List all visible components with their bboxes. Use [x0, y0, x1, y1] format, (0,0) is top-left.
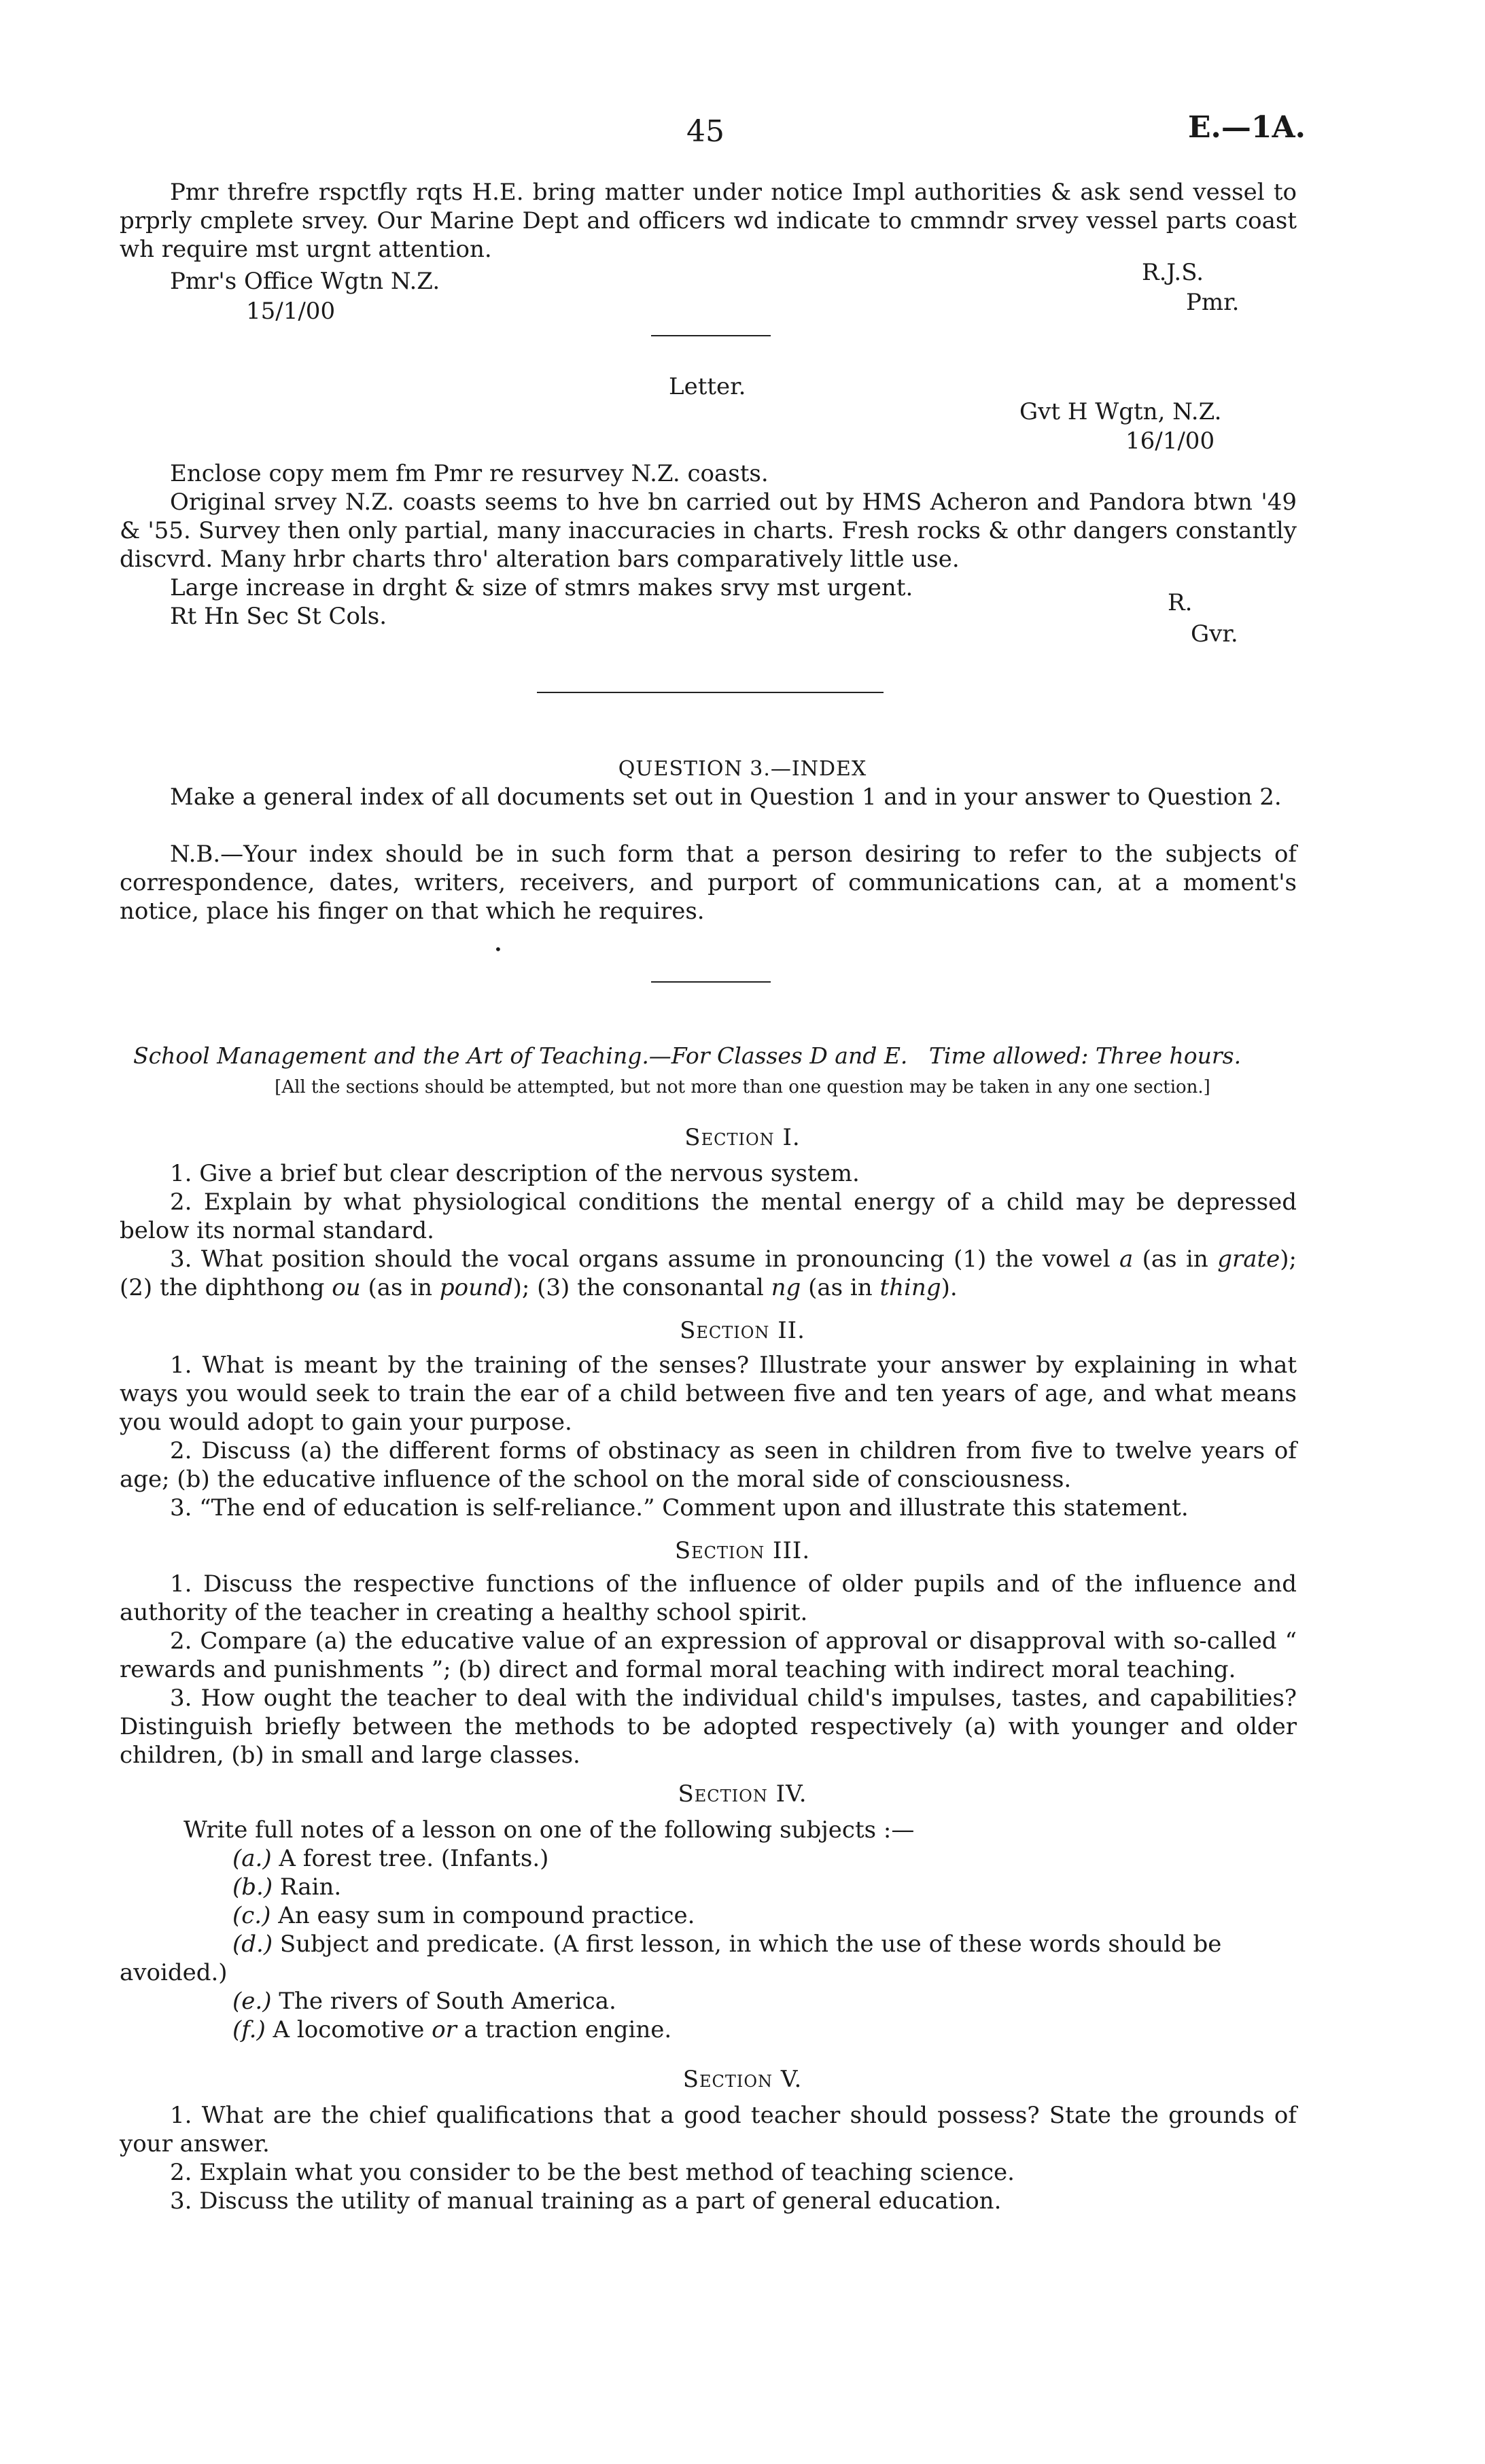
letter-title: Letter.	[669, 373, 746, 400]
memo-paragraph: Pmr threfre rspctfly rqts H.E. bring matter under notice Impl authorities & ask send vessel to prprly cmplete srvey. Our Marine Dept and officers wd indicate to cmmndr srvey vessel parts coast wh require mst urgnt attention.	[120, 179, 1297, 263]
section-2-question-2: 2. Discuss (a) the different forms of obstinacy as seen in children from five to twelve years of age; (b) the educative influence of the school on the moral side of consciousness.	[120, 1437, 1297, 1493]
letter-address: Gvt H Wgtn, N.Z.	[1019, 398, 1222, 425]
section-1-question-1: 1. Give a brief but clear description of the nervous system.	[170, 1160, 860, 1187]
section-4-item-f: (f.) A locomotive or a traction engine.	[232, 2016, 672, 2043]
stray-dot: •	[494, 941, 502, 957]
letter-sign-role: Gvr.	[1191, 620, 1238, 648]
section-5-heading: Section V.	[682, 2066, 803, 2093]
section-5-question-3: 3. Discuss the utility of manual training as a part of general education.	[170, 2187, 1002, 2215]
section-2-question-3: 3. “The end of education is self-reliance.” Comment upon and illustrate this statement.	[170, 1494, 1189, 1521]
section-3-question-1: 1. Discuss the respective functions of the influence of older pupils and of the influence and authority of the teacher in creating a healthy school spirit.	[120, 1570, 1297, 1626]
divider	[651, 981, 771, 983]
section-4-item-b: (b.) Rain.	[232, 1873, 342, 1901]
section-4-item-e: (e.) The rivers of South America.	[232, 1988, 616, 2015]
letter-sign-initial: R.	[1168, 589, 1193, 616]
section-5-question-1: 1. What are the chief qualifications that a good teacher should possess? State the grounds of your answer.	[120, 2102, 1297, 2158]
section-5-question-2: 2. Explain what you consider to be the best method of teaching science.	[170, 2159, 1015, 2186]
section-4-intro: Write full notes of a lesson on one of the following subjects :—	[184, 1816, 915, 1844]
exam-title: School Management and the Art of Teaching.—For Classes D and E. Time allowed: Three hours.	[133, 1042, 1242, 1069]
section-1-question-2: 2. Explain by what physiological conditions the mental energy of a child may be depressed below its normal standard.	[120, 1189, 1297, 1244]
letter-line-2: Original srvey N.Z. coasts seems to hve bn carried out by HMS Acheron and Pandora btwn '49 & '55. Survey then only partial, many inaccuracies in charts. Fresh rocks & othr dangers constantly discvrd. Many hrbr charts thro' alteration bars comparatively little use.	[120, 489, 1297, 573]
question3-heading: QUESTION 3.—INDEX	[618, 757, 867, 781]
section-2-heading: Section II.	[680, 1317, 805, 1344]
section-4-item-c: (c.) An easy sum in compound practice.	[232, 1902, 695, 1929]
divider	[651, 335, 771, 336]
letter-line-3: Large increase in drght & size of stmrs makes srvy mst urgent.	[170, 574, 913, 601]
memo-office: Pmr's Office Wgtn N.Z.	[170, 268, 440, 295]
section-2-question-1: 1. What is meant by the training of the senses? Illustrate your answer by explaining in what ways you would seek to train the ear of a child between five and ten years of age, and what means you would adopt to gain your purpose.	[120, 1352, 1297, 1436]
divider	[537, 692, 884, 693]
section-3-question-2: 2. Compare (a) the educative value of an expression of approval or disapproval with so-called “ rewards and punishments ”; (b) direct and formal moral teaching with indirect moral teaching.	[120, 1627, 1297, 1683]
memo-date: 15/1/00	[246, 298, 336, 325]
letter-addressee: Rt Hn Sec St Cols.	[170, 603, 387, 630]
section-3-question-3: 3. How ought the teacher to deal with the individual child's impulses, tastes, and capabilities? Distinguish briefly between the methods to be adopted respectively (a) with younger and older children, (b) in small and large classes.	[120, 1685, 1297, 1769]
letter-line-1: Enclose copy mem fm Pmr re resurvey N.Z. coasts.	[170, 460, 769, 487]
section-4-item-d: (d.) Subject and predicate. (A first lesson, in which the use of these words should be	[232, 1931, 1222, 1958]
exam-instruction: [All the sections should be attempted, but not more than one question may be taken in any one section.]	[275, 1077, 1210, 1097]
question3-paragraph-2: N.B.—Your index should be in such form that a person desiring to refer to the subjects of correspondence, dates, writers, receivers, and purport of communications can, at a moment's notice, place his finger on that which he requires.	[120, 841, 1297, 925]
section-1-heading: Section I.	[684, 1124, 801, 1151]
document-reference: E.—1A.	[1188, 110, 1306, 145]
section-4-item-d-continued: avoided.)	[120, 1959, 228, 1986]
memo-role: Pmr.	[1186, 289, 1240, 316]
section-1-question-3: 3. What position should the vocal organs assume in pronouncing (1) the vowel a (as in grate); (2) the diphthong ou (as in pound); (3) the consonantal ng (as in thing).	[120, 1246, 1297, 1301]
page-number: 45	[686, 114, 724, 149]
question3-paragraph-1: Make a general index of all documents set out in Question 1 and in your answer to Question 2.	[170, 784, 1282, 811]
section-3-heading: Section III.	[674, 1537, 811, 1564]
memo-initials: R.J.S.	[1142, 259, 1204, 286]
section-4-item-a: (a.) A forest tree. (Infants.)	[232, 1845, 549, 1872]
section-4-heading: Section IV.	[678, 1780, 807, 1808]
letter-date: 16/1/00	[1125, 427, 1215, 455]
